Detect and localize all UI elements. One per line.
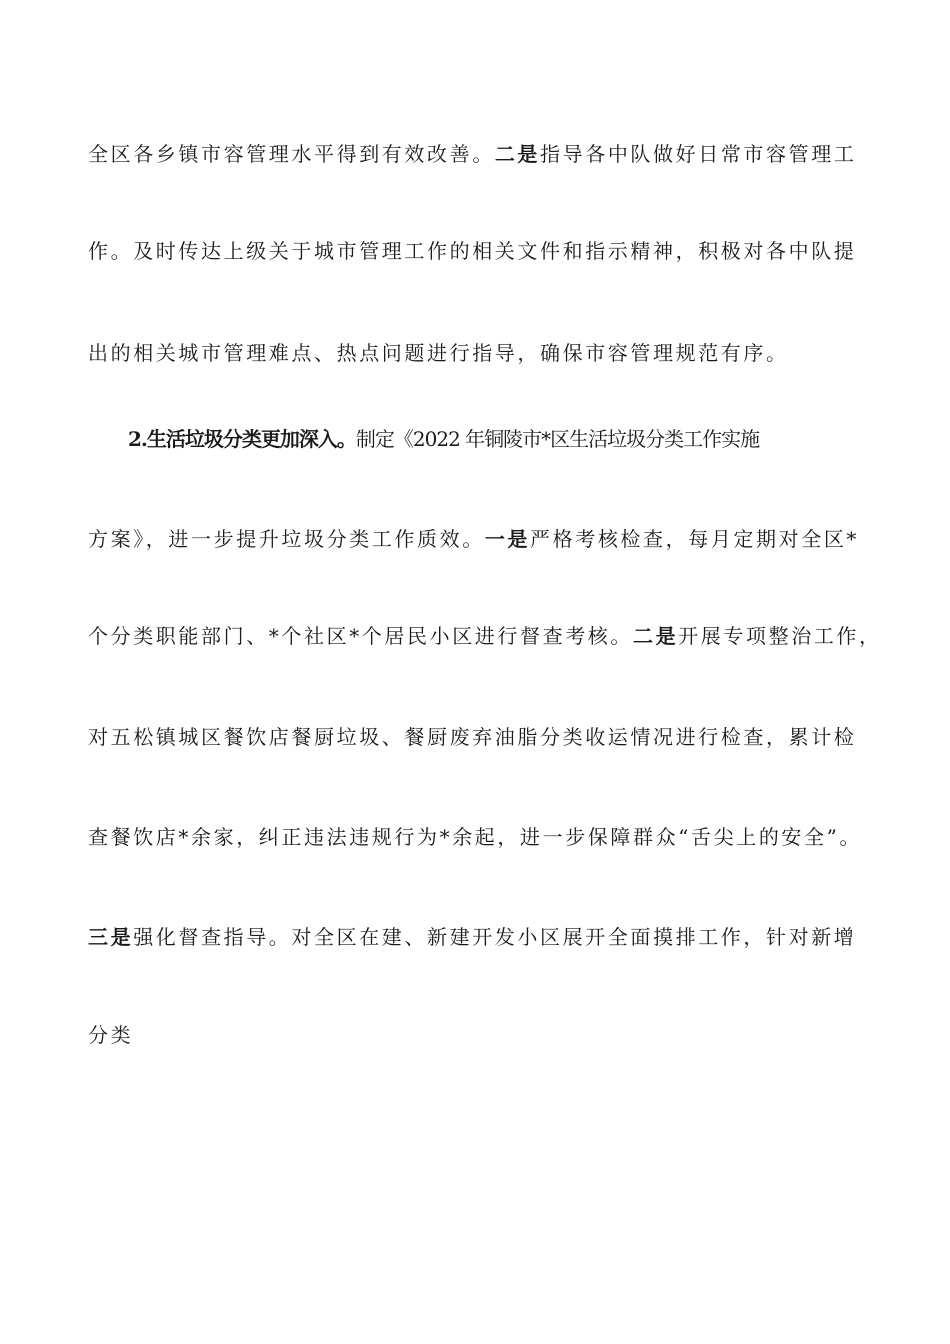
paragraph-line: [88, 140, 878, 168]
text-run: 分类: [88, 1023, 134, 1047]
bold-marker: 三是: [88, 925, 134, 949]
text-run: 严格考核检查，每月定期对全区*: [530, 527, 860, 551]
paragraph-line: [88, 923, 878, 951]
paragraph-line: [88, 823, 878, 851]
bold-marker: 二是: [633, 624, 679, 648]
paragraph-line: [88, 237, 878, 265]
text-run: 指导各中队做好日常市容管理工: [540, 142, 857, 166]
text-run: 强化督查指导。对全区在建、新建开发小区展开全面摸排工作，针对新增: [133, 925, 857, 949]
paragraph-line: [88, 339, 878, 367]
text-run: 出的相关城市管理难点、热点问题进行指导，确保市容管理规范有序。: [88, 341, 789, 365]
paragraph-line: [88, 525, 878, 553]
bold-marker: 二是: [494, 142, 541, 166]
bold-marker: 一是: [484, 527, 531, 551]
paragraph-line: [88, 723, 878, 751]
paragraph-line: [88, 1021, 878, 1049]
text-run: 对五松镇城区餐饮店餐厨垃圾、餐厨废弃油脂分类收运情况进行检查，累计检: [88, 725, 857, 749]
paragraph-line: [88, 622, 882, 650]
text-run: 制定《2022 年铜陵市*区生活垃圾分类工作实施: [355, 427, 760, 451]
section-heading-line: [128, 425, 918, 453]
text-run: 全区各乡镇市容管理水平得到有效改善。: [88, 142, 495, 166]
text-run: 作。及时传达上级关于城市管理工作的相关文件和指示精神，积极对各中队提: [88, 239, 857, 263]
text-run: 方案》，进一步提升垃圾分类工作质效。: [88, 527, 485, 551]
text-run: 查餐饮店*余家，纠正违法违规行为*余起，进一步保障群众“舌尖上的安全”。: [88, 825, 863, 849]
section-heading: 2.生活垃圾分类更加深入。: [128, 427, 356, 451]
text-run: 个分类职能部门、*个社区*个居民小区进行督查考核。: [88, 624, 633, 648]
text-run: 开展专项整治工作，: [678, 624, 882, 648]
